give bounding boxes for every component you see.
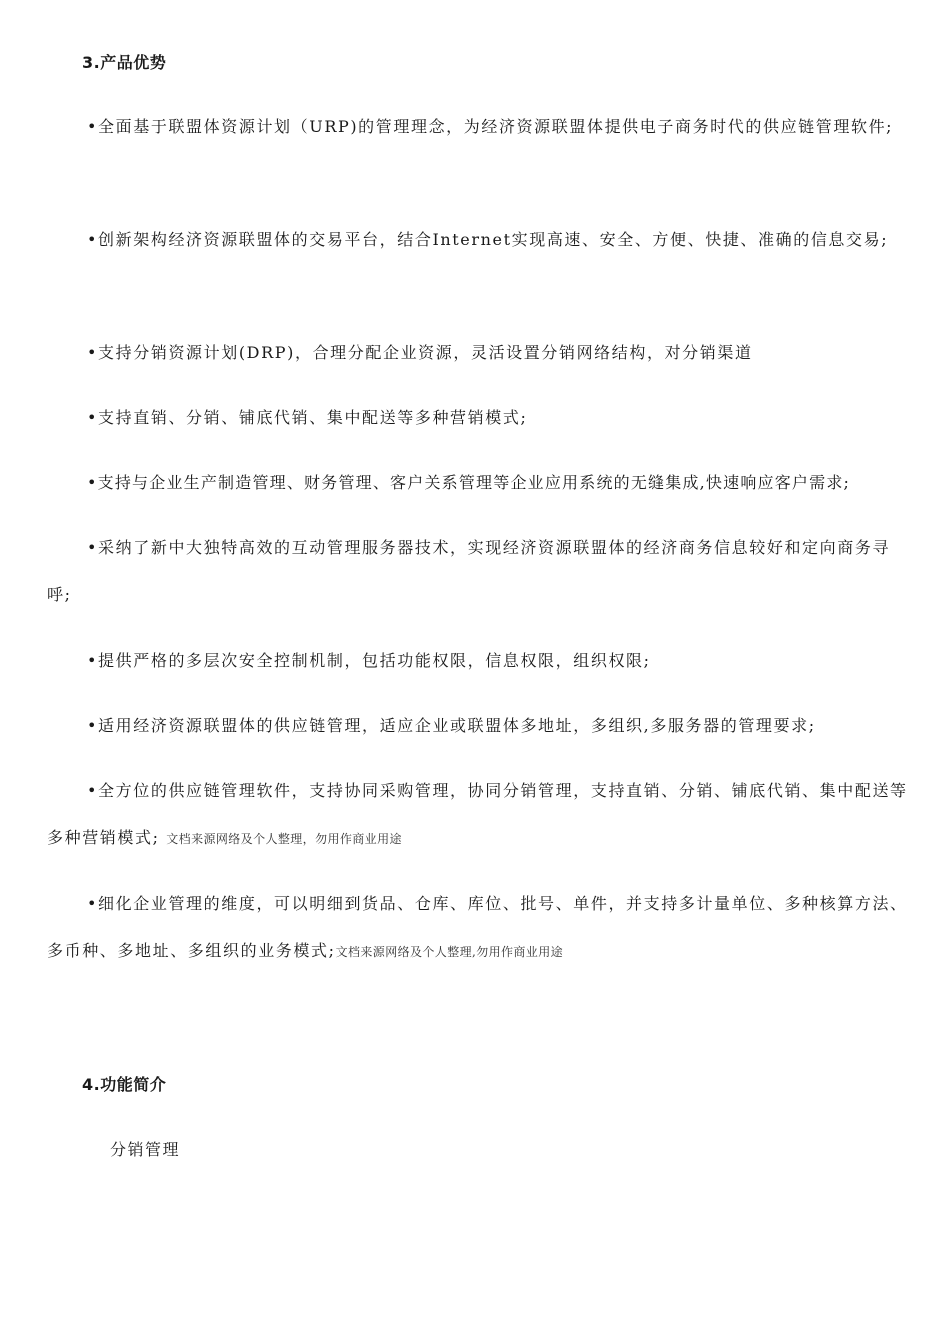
source-note: 文档来源网络及个人整理,勿用作商业用途 xyxy=(335,945,564,959)
bullet-item-4: •支持直销、分销、铺底代销、集中配送等多种营销模式; xyxy=(87,408,528,427)
bullet-item-1: •全面基于联盟体资源计划（URP)的管理理念，为经济资源联盟体提供电子商务时代的供应链管理软件; xyxy=(87,117,894,136)
section-3-heading: 3.产品优势 xyxy=(82,53,167,72)
bullet-item-7: •提供严格的多层次安全控制机制，包括功能权限，信息权限，组织权限; xyxy=(87,651,651,670)
bullet-item-8: •适用经济资源联盟体的供应链管理，适应企业或联盟体多地址，多组织,多服务器的管理要求; xyxy=(87,716,816,735)
section-4-heading: 4.功能简介 xyxy=(82,1075,167,1094)
bullet-item-9: •全方位的供应链管理软件，支持协同采购管理，协同分销管理，支持直销、分销、铺底代销、集中配送等多种营销模式; 文档来源网络及个人整理，勿用作商业用途 xyxy=(47,781,908,847)
bullet-item-2: •创新架构经济资源联盟体的交易平台，结合Internet实现高速、安全、方便、快捷、准确的信息交易; xyxy=(87,230,889,249)
bullet-item-5: •支持与企业生产制造管理、财务管理、客户关系管理等企业应用系统的无缝集成,快速响应客户需求; xyxy=(87,473,851,492)
source-note: 文档来源网络及个人整理，勿用作商业用途 xyxy=(166,832,402,846)
bullet-item-10: •细化企业管理的维度，可以明细到货品、仓库、库位、批号、单件，并支持多计量单位、多种核算方法、多币种、多地址、多组织的业务模式;文档来源网络及个人整理,勿用作商业用途 xyxy=(47,894,908,960)
subsection-title: 分销管理 xyxy=(110,1140,181,1159)
bullet-item-6: •采纳了新中大独特高效的互动管理服务器技术，实现经济资源联盟体的经济商务信息较好和定向商务寻呼; xyxy=(47,538,891,604)
bullet-item-3: •支持分销资源计划(DRP)，合理分配企业资源，灵活设置分销网络结构，对分销渠道 xyxy=(87,343,753,362)
